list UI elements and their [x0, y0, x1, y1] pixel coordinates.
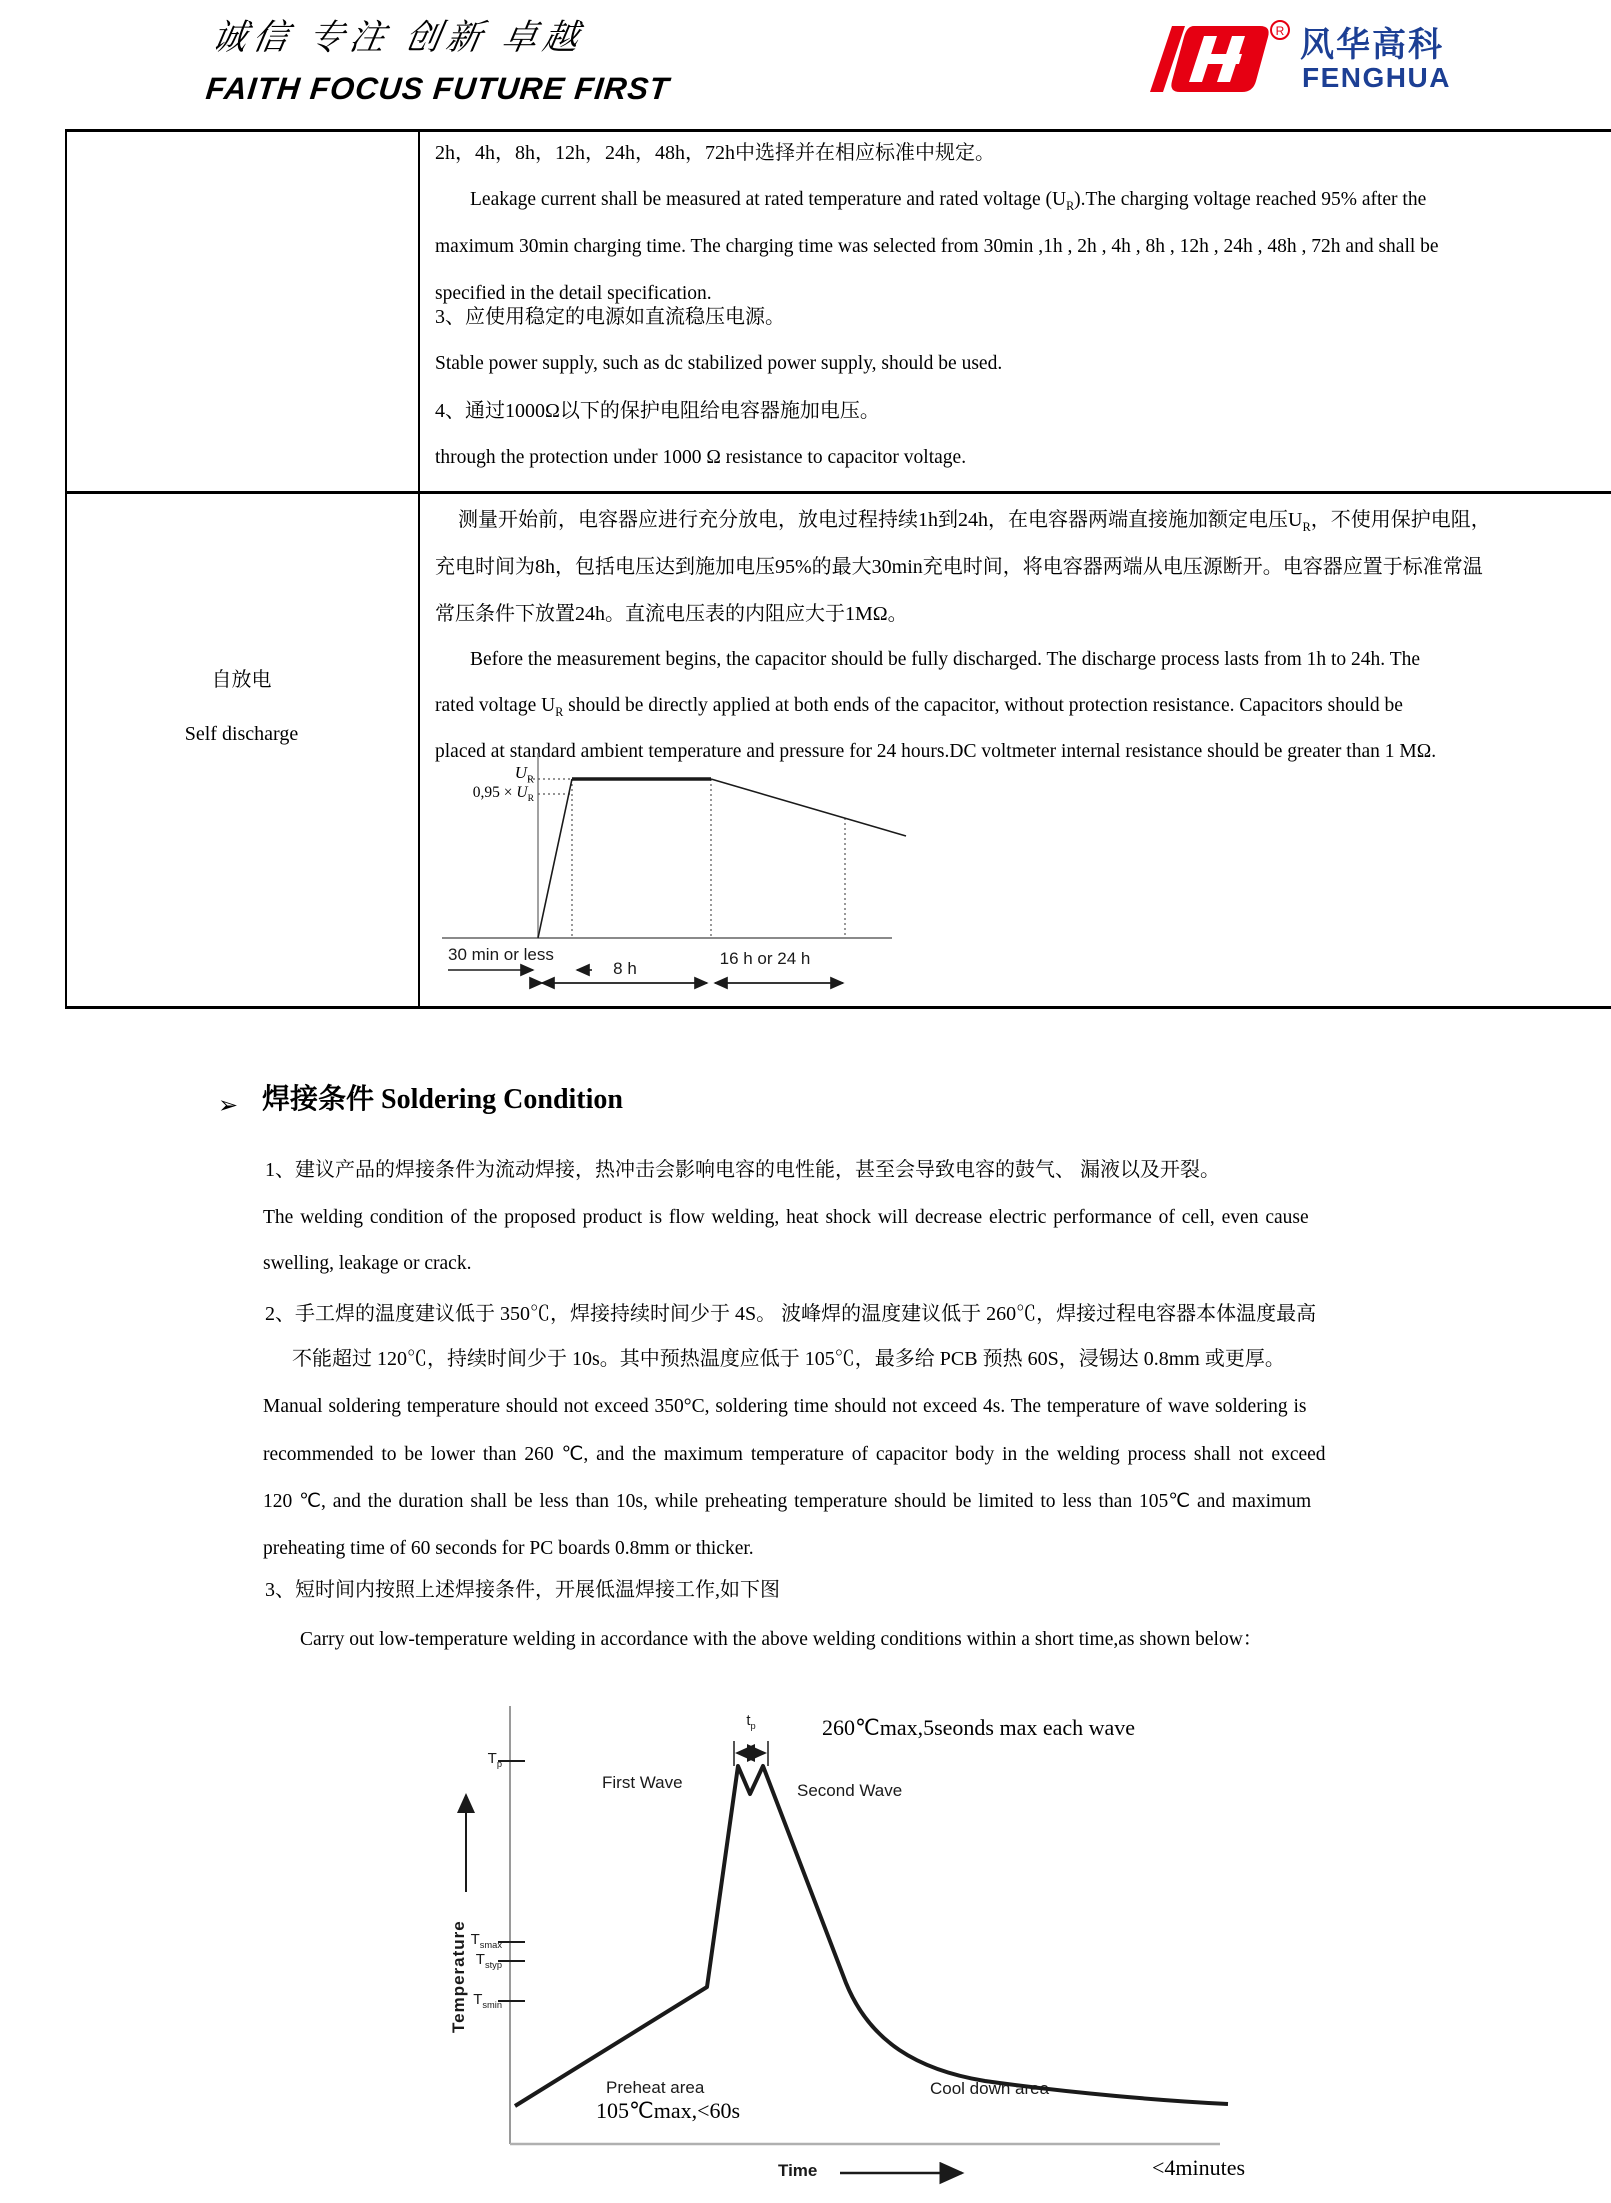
label-8h: 8 h: [613, 959, 637, 978]
preheat-limit-note: 105℃max,<60s: [596, 2098, 741, 2123]
table-row1-line2: Leakage current shall be measured at rated temperature and rated voltage $(U_R).The$ charging voltage reached 95% after the: [470, 189, 1427, 213]
table-left-border: [65, 129, 67, 1009]
table-row2-line3: 常压条件下放置24h。直流电压表的内阻应大于1MΩ。: [435, 603, 908, 625]
registered-trademark-symbol: R: [1275, 24, 1285, 38]
company-slogan-english: FAITH FOCUS FUTURE FIRST: [204, 71, 672, 106]
section-title: [262, 1082, 623, 1117]
table-row1-line8: through the protection under 1000 Ω resistance to capacitor voltage.: [435, 447, 967, 468]
second-wave-label: Second Wave: [797, 1781, 903, 1800]
soldering-paragraph-1: 1、建议产品的焊接条件为流动焊接，热冲击会影响电容的电性能，甚至会导致电容的鼓气、 漏液以及开裂。: [265, 1159, 1220, 1181]
ur95-axis-label: $0,95 \times U_R$: [472, 784, 534, 805]
soldering-paragraph-9: preheating time of 60 seconds for PC boards 0.8mm or thicker.: [263, 1538, 754, 1559]
table-row2-line1: 测量开始前，电容器应进行充分放电，放电过程持续1h到24h，在电容器两端直接施加额定电压$U_R$，不使用保护电阻，: [458, 509, 1491, 534]
time-axis-label: Time: [778, 2161, 818, 2180]
table-row2-line5: rated voltage $U_R$ should be directly applied at both ends of the capacitor, without protection resistance. Capacitors should be: [435, 695, 1403, 719]
table-column-divider: [418, 129, 420, 1009]
temperature-profile-curve: [515, 1766, 1228, 2106]
soldering-paragraph-11: Carry out low-temperature welding in accordance with the above welding conditions within a short time,as shown below：: [300, 1629, 1263, 1650]
temperature-axis-label: Temperature: [449, 1920, 468, 2033]
soldering-paragraph-3: swelling, leakage or crack.: [263, 1253, 472, 1274]
total-time-note: <4minutes: [1152, 2155, 1246, 2180]
tp-duration-label: $t_p$: [746, 1712, 756, 1731]
tick-label-tsmin: $T_{smin}$: [473, 1991, 502, 2010]
soldering-paragraph-4: 2、手工焊的温度建议低于 350℃，焊接持续时间少于 4S。 波峰焊的温度建议低于 260℃，焊接过程电容器本体温度最高: [265, 1303, 1317, 1325]
table-row1-line6: Stable power supply, such as dc stabilized power supply, should be used.: [435, 353, 1003, 374]
table-row-divider: [65, 491, 1611, 494]
section-title-cn: 焊接条件: [262, 1084, 375, 1115]
ur-axis-label: $U_R$: [514, 763, 534, 786]
table-row2-line2: 充电时间为8h，包括电压达到施加电压95%的最大30min充电时间，将电容器两端从电压源断开。电容器应置于标准常温: [435, 556, 1483, 578]
table-row1-line1: 2h，4h，8h，12h，24h，48h，72h中选择并在相应标准中规定。: [435, 142, 995, 164]
soldering-paragraph-10: 3、短时间内按照上述焊接条件，开展低温焊接工作,如下图: [265, 1579, 780, 1601]
first-wave-label: First Wave: [602, 1773, 683, 1792]
section-title-en: Soldering Condition: [381, 1084, 623, 1115]
preheat-area-label: Preheat area: [606, 2078, 705, 2097]
table-row1-line3: maximum 30min charging time. The charging time was selected from 30min ,1h , 2h , 4h , 8h , 12h , 24h , 48h , 72h and shall be: [435, 236, 1439, 257]
table-row2-line6: placed at standard ambient temperature and pressure for 24 hours.DC voltmeter internal resistance should be greater than 1 MΩ.: [435, 741, 1437, 762]
label-16h-or-24h: 16 h or 24 h: [719, 949, 811, 968]
tick-label-tp: $T_p$: [487, 1750, 502, 1769]
soldering-paragraph-5: 不能超过 120℃，持续时间少于 10s。其中预热温度应低于 105℃，最多给 PCB 预热 60S，浸锡达 0.8mm 或更厚。: [292, 1348, 1285, 1370]
cool-down-area-label: Cool down area: [930, 2079, 1050, 2098]
row-label-self-discharge-en: Self discharge: [184, 723, 299, 745]
table-row1-line5: 3、应使用稳定的电源如直流稳压电源。: [435, 306, 785, 328]
brand-name-english: FENGHUA: [1302, 62, 1451, 93]
soldering-paragraph-7: recommended to be lower than 260 ℃, and the maximum temperature of capacitor body in the welding process shall not exceed: [263, 1444, 1326, 1465]
table-row2-line4: Before the measurement begins, the capacitor should be fully discharged. The discharge process lasts from 1h to 24h. The: [470, 649, 1421, 670]
peak-temperature-note: 260℃max,5seonds max each wave: [822, 1715, 1136, 1740]
soldering-paragraph-2: The welding condition of the proposed product is flow welding, heat shock will decrease electric performance of cell, even cause: [263, 1207, 1309, 1228]
soldering-profile-diagram: [440, 1700, 1240, 2200]
soldering-paragraph-8: 120 ℃, and the duration shall be less than 10s, while preheating temperature should be limited to less than 105℃ and maximum: [263, 1491, 1312, 1512]
table-top-border: [65, 129, 1611, 132]
tick-label-tsmax: $T_{smax}$: [470, 1931, 502, 1950]
self-discharge-slope: [711, 779, 906, 836]
table-bottom-border: [65, 1006, 1611, 1009]
label-30min-or-less: 30 min or less: [448, 945, 554, 964]
table-row1-line4: specified in the detail specification.: [435, 283, 712, 304]
fenghua-logo-icon: [1148, 16, 1300, 102]
soldering-paragraph-6: Manual soldering temperature should not exceed 350°C, soldering time should not exceed 4s. The temperature of wave soldering is: [263, 1396, 1307, 1417]
tick-label-tstyp: $T_{styp}$: [475, 1951, 502, 1970]
table-row1-line7: 4、通过1000Ω以下的保护电阻给电容器施加电压。: [435, 400, 880, 422]
row-label-self-discharge-cn: 自放电: [211, 669, 272, 691]
charge-ramp: [538, 779, 572, 938]
brand-name-chinese: 风华高科: [1300, 26, 1444, 64]
section-bullet-arrow-icon: ➢: [218, 1091, 239, 1119]
company-slogan-chinese: 诚信 专注 创新 卓越: [208, 18, 588, 57]
